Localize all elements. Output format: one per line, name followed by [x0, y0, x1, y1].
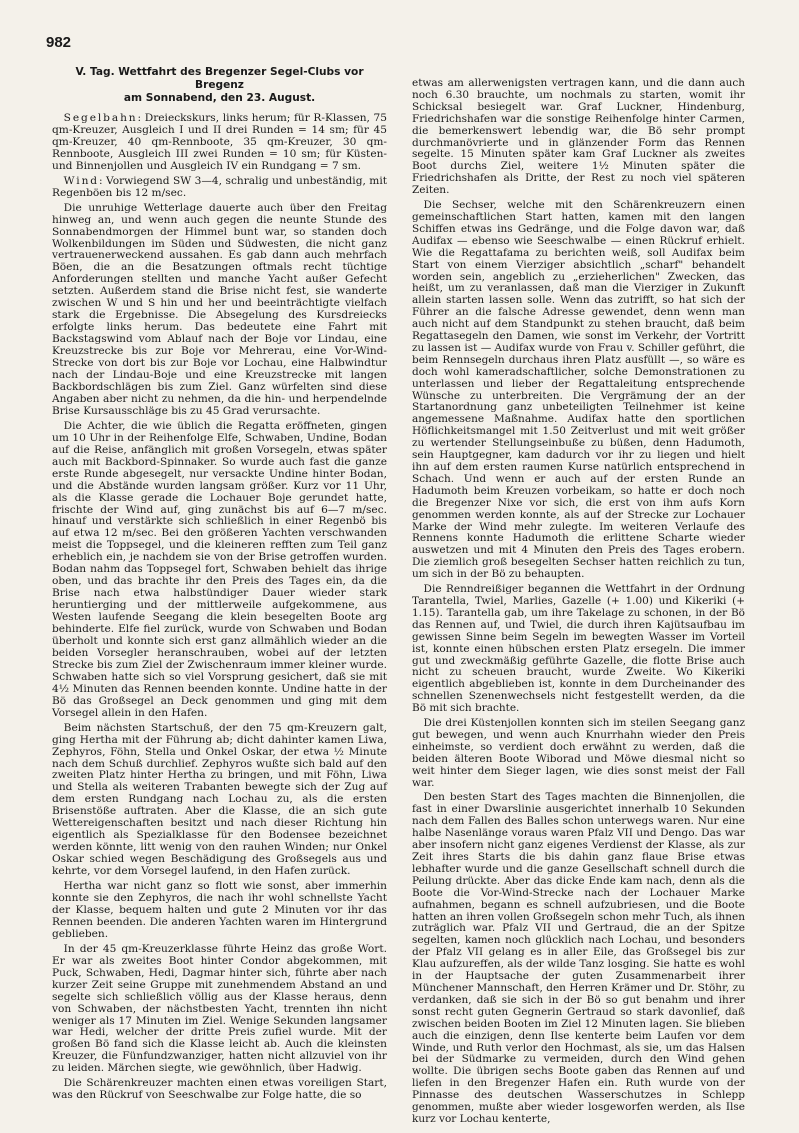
wind-info: [52, 176, 387, 200]
paragraph: Beim nächsten Startschuß, der den 75 qm-Kreuzern galt, ging Hertha mit der Führung ab; dicht dahinter kamen Liwa, Zephyros, Föhn, Stella und Onkel Oskar, der etwa ½ Minute nach dem Schuß durchlief. Zephyros wußte sich bald auf den zweiten Platz hinter Hertha zu bringen, und mit Föhn, Liwa und Stella als weiteren Trabanten bewegte sich der Zug auf dem ersten Rundgang nach Lochau zu, als die ersten Brisenstöße auftraten. Aber die Klasse, die an sich gute Wettereigenschaften besitzt und nach dieser Richtung hin eigentlich als Spezialklasse für den Bodensee bezeichnet werden könnte, litt wenig von den rauhen Winden; nur Onkel Oskar schied wegen Beschädigung des Großsegels aus und kehrte, vor dem Vorsegel laufend, in den Hafen zurück.: [52, 721, 387, 878]
course-info: [52, 113, 387, 173]
paragraph: Hertha war nicht ganz so flott wie sonst, aber immerhin konnte sie den Zephyros, die nach ihr wohl schnellste Yacht der Klasse, bequem halten und gute 2 Minuten vor ihr das Rennen beenden. Die anderen Yachten waren im Hintergrund geblieben.: [52, 880, 387, 940]
left-column: [52, 66, 387, 1102]
right-column: [412, 78, 745, 1126]
course-text: : Dreieckskurs, links herum; für R-Klassen, 75 qm-Kreuzer, Ausgleich I und II drei Runden = 14 sm; für 45 qm-Kreuzer, 40 qm-Rennboote, 35 qm-Kreuzer, 30 qm-Rennboote, Ausgleich III zwei Runden = 10 sm; für Küsten- und Binnenjollen und Ausgleich IV ein Rundgang = 7 sm.: [52, 112, 387, 172]
article-heading: [52, 66, 387, 105]
article-heading-line2: am Sonnabend, den 23. August.: [123, 92, 316, 104]
page-number: 982: [46, 34, 72, 51]
paragraph: Die Renndreißiger begannen die Wettfahrt in der Ordnung Tarantella, Twiel, Marlies, Gazelle (+ 1.00) und Kikeriki (+ 1.15). Tarantella gab, um ihre Takelage zu schonen, in der Bö das Rennen auf, und Twiel, die durch ihren Kajütsaufbau im gewissen Sinne beim Segeln im bewegten Wasser im Vorteil ist, konnte einen hübschen ersten Platz ersegeln. Die immer gut und zweckmäßig geführte Gazelle, die flotte Brise auch nicht zu scheuen braucht, wurde Zweite. Wo Kikeriki eigentlich abgeblieben ist, konnte in dem Durcheinander des schnellen Szenenwechsels nicht festgestellt werden, da die Bö mit sich brachte.: [412, 583, 745, 715]
wind-label: Wind: [63, 174, 99, 187]
article-heading-line1: V. Tag. Wettfahrt des Bregenzer Segel-Clubs vor Bregenz: [75, 66, 364, 91]
paragraph: Die Sechser, welche mit den Schärenkreuzern einen gemeinschaftlichen Start hatten, kamen mit den langen Schiffen etwas ins Gedränge, und die Folge davon war, daß Audifax — ebenso wie Seeschwalbe — einen Rückruf erhielt. Wie die Regattafama zu berichten weiß, soll Audifax beim Start von einem Vierziger absichtlich „scharf" behandelt worden sein, angeblich zu „erzieherlichen" Zwecken, das heißt, um zu veranlassen, daß man die Vierziger in Zukunft allein starten lassen solle. Wenn das zutrifft, so hat sich der Führer an die falsche Adresse gewendet, denn wenn man auch nicht auf dem Standpunkt zu stehen braucht, daß beim Regattasegeln den Damen, wie sonst im Verkehr, der Vortritt zu lassen ist — Audifax wurde von Frau v. Schiller geführt, die beim Rennsegeln durchaus ihren Platz ausfüllt —, so wäre es doch wohl kameradschaftlicher, solche Demonstrationen zu unterlassen und lieber der Regattaleitung entsprechende Wünsche zu unterbreiten. Die Vergrämung der an der Startanordnung ganz unbeteiligten Teilnehmer ist keine angemessene Maßnahme. Audifax hatte den sportlichen Höflichkeitsmangel mit 1.50 Zeitverlust und mit weit größer zu wertender Stellungseinbuße zu büßen, denn Hadumoth, sein Hauptgegner, kam dadurch vor ihr zu liegen und hielt ihn auf dem ersten raumen Kurse natürlich entsprechend in Schach. Und wenn er auch auf der ersten Runde an Hadumoth beim Kreuzen vorbeikam, so hatte er doch noch die Bregenzer Nixe vor sich, die erst von ihm aufs Korn genommen werden konnte, als auf der Strecke zur Lochauer Marke der Wind mehr zulegte. Im weiteren Verlaufe des Rennens konnte Hadumoth die erlittene Scharte wieder auswetzen und mit 4 Minuten den Preis des Tages erobern. Die ziemlich groß besegelten Sechser hatten reichlich zu tun, um sich in der Bö zu behaupten.: [412, 199, 745, 581]
paragraph: Den besten Start des Tages machten die Binnenjollen, die fast in einer Dwarslinie ausgerichtet innerhalb 10 Sekunden nach dem Fallen des Balles schon unterwegs waren. Nur eine halbe Nasenlänge voraus waren Pfalz VII und Dengo. Das war aber insofern nicht ganz eigenes Verdienst der Klasse, als zur Zeit ihres Starts die bis dahin ganz flaue Brise etwas lebhafter wurde und die ganze Gesellschaft schnell durch die Peilung drückte. Aber das dicke Ende kam nach, denn als die Boote die Vor-Wind-Strecke nach der Lochauer Marke aufnahmen, begann es schnell aufzubriesen, und die Boote hatten an ihren vollen Großsegeln schon mehr Tuch, als ihnen zuträglich war. Pfalz VII und Gertraud, die an der Spitze segelten, kamen noch glücklich nach Lochau, und besonders der Pfalz VII gelang es in aller Eile, das Großsegel bis zur Klau aufzureffen, als der wilde Tanz losging. Sie hatte es wohl in der Hauptsache der guten Zusammenarbeit ihrer Münchener Mannschaft, den Herren Krämer und Dr. Stöhr, zu verdanken, daß sie sich in der Bö so gut benahm und ihrer sonst recht guten Gegnerin Gertraud so stark davonlief, daß zwischen beiden Booten im Ziel 12 Minuten lagen. Sie blieben auch die einzigen, denn Ilse kenterte beim Laufen vor dem Winde, und Ruth verlor den Hochmast, als sie, um das Halsen bei der Südmarke zu vermeiden, durch den Wind gehen wollte. Die übrigen sechs Boote gaben das Rennen auf und liefen in den Bregenzer Hafen ein. Ruth wurde von der Pinnasse des deutschen Wasserschutzes in Schlepp genommen, mußte aber wieder losgeworfen werden, als Ilse kurz vor Lochau kenterte,: [412, 791, 745, 1125]
paragraph: In der 45 qm-Kreuzerklasse führte Heinz das große Wort. Er war als zweites Boot hinter Condor abgekommen, mit Puck, Schwaben, Hedi, Dagmar hinter sich, führte aber nach kurzer Zeit seine Gruppe mit zunehmendem Abstand an und segelte sich schließlich völlig aus der Klasse heraus, denn von Schwaben, der nächstbesten Yacht, trennten ihn nicht weniger als 17 Minuten im Ziel. Wenige Sekunden langsamer war Hedi, welcher der dritte Preis zufiel wurde. Mit der großen Bö fand sich die Klasse leicht ab. Auch die kleinsten Kreuzer, die Fünfundzwanziger, hatten nicht allzuviel von ihr zu leiden. Märchen siegte, wie gewöhnlich, über Hadwig.: [52, 942, 387, 1075]
paragraph: Die unruhige Wetterlage dauerte auch über den Freitag hinweg an, und wenn auch gegen die neunte Stunde des Sonnabendmorgen der Himmel bunt war, so standen doch Wolkenbildungen im Süden und Südwesten, die nicht ganz vertrauenerweckend aussahen. Es gab dann auch mehrfach Böen, die an die Besatzungen oftmals recht tüchtige Anforderungen stellten und manche Yacht außer Gefecht setzten. Außerdem stand die Brise nicht fest, sie wanderte zwischen W und S hin und her und beeinträchtigte vielfach stark die Ergebnisse. Die Absegelung des Kursdreiecks erfolgte links herum. Das bedeutete eine Fahrt mit Backstagswind vom Ablauf nach der Boje vor Lindau, eine Kreuzstrecke bis zur Boje vor Mehrerau, eine Vor-Wind-Strecke von dort bis zur Boje vor Lochau, eine Halbwindtur nach der Lindau-Boje und eine Kreuzstrecke mit langen Backbordschlägen bis zum Ziel. Ganz würfelten sind diese Angaben aber nicht zu nehmen, da die hin- und herpendelnde Brise Kursausschläge bis zu 45 Grad verursachte.: [52, 201, 387, 417]
wind-text: : Vorwiegend SW 3—4, schralig und unbeständig, mit Regenböen bis 12 m/sec.: [52, 174, 387, 199]
paragraph: Die drei Küstenjollen konnten sich im steilen Seegang ganz gut bewegen, und wenn auch Knurrhahn wieder den Preis einheimste, so verdient doch erwähnt zu werden, daß die beiden älteren Boote Wiborad und Möwe diesmal nicht so weit hinter dem Sieger lagen, wie dies sonst meist der Fall war.: [412, 717, 745, 789]
course-label: Segelbahn: [63, 112, 138, 124]
paragraph: etwas am allerwenigsten vertragen kann, und die dann auch noch 6.30 brauchte, um nochmals zu starten, womit ihr Schicksal besiegelt war. Graf Luckner, Hindenburg, Friedrichshafen war die sonstige Reihenfolge hinter Carmen, die bemerkenswert lebendig war, die Bö sehr prompt durchmanövrierte und in glänzender Form das Rennen segelte. 15 Minuten später kam Graf Luckner als zweites Boot durchs Ziel, weitere 1½ Minuten später die Friedrichshafen als Dritte, der Rest zu noch viel späteren Zeiten.: [412, 77, 745, 197]
paragraph: Die Achter, die wie üblich die Regatta eröffneten, gingen um 10 Uhr in der Reihenfolge Elfe, Schwaben, Undine, Bodan auf die Reise, anfänglich mit großen Vorsegeln, etwas später auch mit Backbord-Spinnaker. So wurde auch fast die ganze erste Runde abgesegelt, nur versackte Undine hinter Bodan, und die Abstände wurden langsam größer. Kurz vor 11 Uhr, als die Klasse gerade die Lochauer Boje gerundet hatte, frischte der Wind auf, ging zunächst bis auf 6—7 m/sec. hinauf und verstärkte sich schließlich in einer Regenbö bis auf etwa 12 m/sec. Bei den größeren Yachten verschwanden meist die Toppsegel, und die kleineren refften zum Teil ganz erheblich ein, je nachdem sie von der Brise getroffen wurden. Bodan nahm das Toppsegel fort, Schwaben behielt das ihrige oben, und das brachte ihr den Preis des Tages ein, da die Brise nach etwa halbstündiger Dauer wieder stark heruntierging und der mittlerweile aufgekommene, aus Westen laufende Seegang die klein besegelten Boote arg behinderte. Elfe fiel zurück, wurde von Schwaben und Bodan überholt und konnte sich erst ganz allmählich wieder an die beiden Vorsegler heranschrauben, wobei auf der letzten Strecke bis zum Ziel der Zwischenraum immer kleiner wurde. Schwaben hatte sich so viel Vorsprung gesichert, daß sie mit 4½ Minuten das Rennen beenden konnte. Undine hatte in der Bö das Großsegel an Deck genommen und ging mit dem Vorsegel allein in den Hafen.: [52, 419, 387, 719]
paragraph: Die Schärenkreuzer machten einen etwas voreiligen Start, was den Rückruf von Seeschwalbe zur Folge hatte, die so: [52, 1077, 387, 1102]
